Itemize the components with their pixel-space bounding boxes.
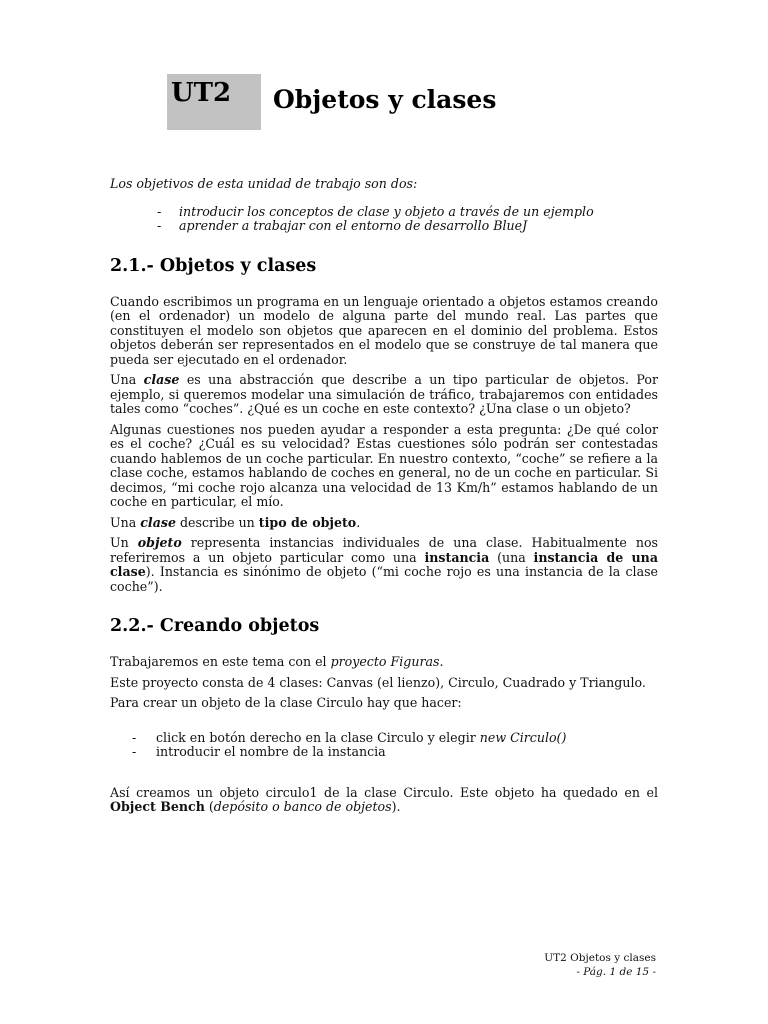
term-object-bench: Object Bench bbox=[110, 799, 205, 814]
list-item-text: aprender a trabajar con el entorno de desarrollo BlueJ bbox=[179, 218, 528, 233]
paragraph-clases-proyecto: Este proyecto consta de 4 clases: Canvas (el lienzo), Circulo, Cuadrado y Triangulo. bbox=[110, 674, 646, 690]
term-instancia: instancia bbox=[424, 549, 490, 565]
list-item bbox=[110, 745, 658, 760]
list-item bbox=[110, 731, 658, 746]
list-item-text: introducir el nombre de la instancia bbox=[156, 744, 386, 759]
term-clase: clase bbox=[143, 372, 180, 387]
list-item bbox=[110, 219, 658, 234]
text-run: . bbox=[356, 514, 361, 530]
objectives-list bbox=[110, 205, 658, 234]
chapter-title: Objetos y clases bbox=[273, 85, 497, 114]
paragraph-cuestiones: Algunas cuestiones nos pueden ayudar a responder a esta pregunta: ¿De qué color es el coche? ¿Cuál es su velocidad? Estas cuestiones sólo podrán ser contestadas cuando hablemos de un coche particular. En nuestro contexto, “coche” se refiere a la clase coche, estamos hablando de coches en general, no de un coche en particular. Si decimos, “mi coche rojo alcanza una velocidad de 13 Km/h” estamos hablando de un coche en particular, el mío. bbox=[110, 421, 658, 509]
text-run: ). bbox=[391, 799, 401, 814]
paragraph-proyecto-figuras bbox=[110, 655, 658, 670]
bullet-dash: - bbox=[157, 218, 162, 233]
bullet-dash: - bbox=[132, 729, 137, 745]
term-objeto: objeto bbox=[137, 535, 182, 550]
text-run: Un bbox=[110, 535, 138, 550]
text-run: Una bbox=[110, 372, 144, 387]
bullet-dash: - bbox=[157, 203, 162, 219]
bullet-dash: - bbox=[132, 744, 137, 759]
text-run: es una abstracción que describe a un tipo particular de objetos. Por ejemplo, si queremos modelar una simulación de tráfico, trabajaremos con entidades tales como “coches”. ¿Qué es un coche en este contexto? ¿Una clase o un objeto? bbox=[110, 372, 658, 416]
term-tipo-de-objeto: tipo de objeto bbox=[258, 514, 357, 530]
footer-title: UT2 Objetos y clases bbox=[544, 952, 656, 964]
text-run: . bbox=[439, 654, 444, 669]
term-instancia-de-una-clase: instancia de una clase bbox=[110, 549, 658, 579]
page-footer bbox=[544, 951, 656, 979]
paragraph-clase-tipo bbox=[110, 516, 658, 531]
text-run: Así creamos un objeto circulo1 de la clase Circulo. Este objeto ha quedado en el bbox=[110, 784, 658, 800]
text-run: representa instancias individuales de una clase. Habitualmente nos referiremos a un objeto particular como una bbox=[110, 535, 658, 565]
intro-text: Los objetivos de esta unidad de trabajo son dos: bbox=[110, 176, 418, 191]
page-number: - Pág. 1 de 15 - bbox=[576, 966, 656, 978]
text-run: Una bbox=[110, 514, 141, 530]
term-proyecto-figuras: proyecto Figuras bbox=[330, 654, 440, 669]
page-content bbox=[110, 177, 658, 815]
paragraph-clase-definicion bbox=[110, 373, 658, 417]
list-item-text: introducir los conceptos de clase y objeto a través de un ejemplo bbox=[179, 203, 594, 219]
section-heading-objetos-y-clases: 2.1.- Objetos y clases bbox=[110, 255, 317, 276]
list-item bbox=[110, 205, 658, 220]
text-run: ). Instancia es sinónimo de objeto (“mi coche rojo es una instancia de la clase coche”). bbox=[110, 564, 658, 594]
text-run: Trabajaremos en este tema con el bbox=[110, 654, 331, 669]
steps-list bbox=[110, 731, 658, 760]
unit-badge bbox=[167, 74, 261, 130]
term-clase: clase bbox=[140, 514, 176, 530]
paragraph-object-bench bbox=[110, 786, 658, 815]
text-run: click en botón derecho en la clase Circulo y elegir bbox=[156, 729, 480, 745]
paragraph-objeto-instancia bbox=[110, 536, 658, 594]
text-run: describe un bbox=[175, 514, 259, 530]
text-run: (una bbox=[489, 549, 534, 565]
paragraph-crear-objeto: Para crear un objeto de la clase Circulo hay que hacer: bbox=[110, 695, 462, 710]
text-run: ( bbox=[204, 799, 214, 814]
paragraph-modelo: Cuando escribimos un programa en un lenguaje orientado a objetos estamos creando (en el ordenador) un modelo de alguna parte del mundo real. Las partes que constituyen el modelo son objetos que aparecen en el dominio del problema. Estos objetos deberán ser representados en el modelo que se construye de tal manera que pueda ser ejecutado en el ordenador. bbox=[110, 293, 658, 367]
unit-code: UT2 bbox=[171, 78, 232, 108]
term-deposito: depósito o banco de objetos bbox=[213, 799, 392, 814]
section-heading-creando-objetos: 2.2.- Creando objetos bbox=[110, 616, 320, 636]
term-new-circulo: new Circulo() bbox=[479, 729, 567, 745]
